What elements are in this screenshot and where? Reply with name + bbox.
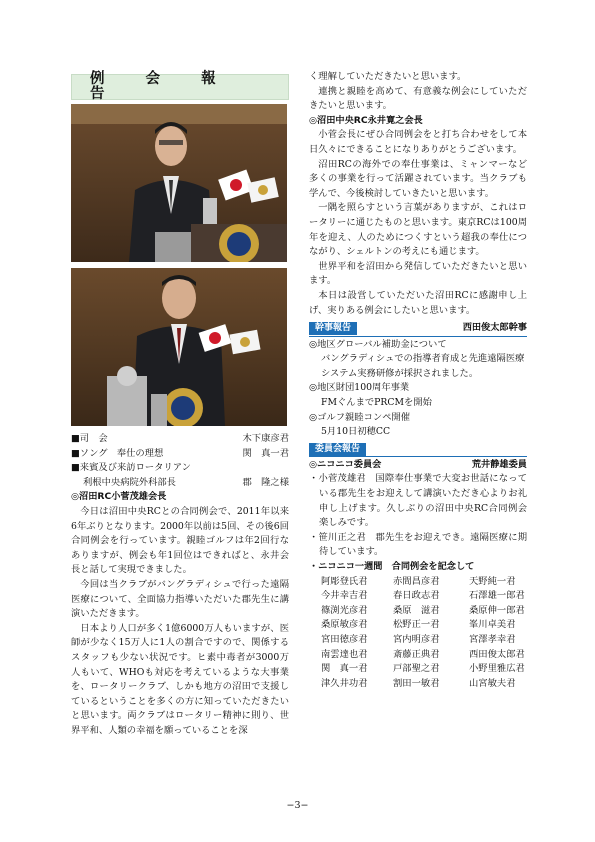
report-item: ◎地区財団100周年事業 [309, 382, 410, 394]
section-title-banner: 例 会 報 告 [71, 74, 289, 100]
member-name: 天野純一君 [469, 575, 516, 587]
committee-line [309, 458, 527, 473]
right-column [309, 70, 527, 691]
paragraph: 小菅会長にぜひ合同例会をと打ち合わせをして本日久々にできることになりありがとうございます。 [309, 129, 527, 155]
paragraph: 世界平和を沼田から発信していただきたいと思います。 [309, 260, 527, 287]
paragraph: 連携と親睦を高めて、有意義な例会にしていただきたいと思います。 [309, 85, 527, 112]
speaker-heading-nagai: ◎沼田中央RC永井寛之会長 [309, 114, 423, 126]
member-name: 松野正一君 [393, 619, 440, 631]
secretary-report-header [309, 321, 527, 337]
member-name: 斎藤正典君 [393, 648, 440, 660]
member-name: 春日政志君 [393, 590, 440, 602]
member-name: 桑原敏彦君 [321, 619, 368, 631]
member-name: 今井幸吉君 [321, 590, 368, 602]
committee-report-tag: 委員会報告 [309, 443, 366, 456]
nico-bullet: ・小菅茂雄君 国際奉仕事業で大変お世話になっている郡先生をお迎えして講演いただき心よりお礼申し上げます。久しぶりの沼田中央RC合同例会楽しみです。 [309, 473, 527, 529]
member-name: 宮内明彦君 [393, 633, 440, 645]
report-item: ◎ゴルフ親睦コンペ開催 [309, 411, 411, 423]
member-name: 赤間昌彦君 [393, 575, 440, 587]
member-name: 割田一敏君 [393, 677, 440, 689]
role-row-emcee: ■司 会 木下康彦君 [71, 433, 289, 444]
member-name: 宮田徳彦君 [321, 633, 368, 645]
secretary-report-tag: 幹事報告 [309, 322, 357, 335]
member-name: 桑原 滋君 [393, 604, 440, 616]
secretary-name: 西田俊太郎幹事 [462, 322, 527, 334]
photo-speaker-1 [71, 104, 287, 262]
role-row-guests: ■来賓及び来訪ロータリアン [71, 462, 191, 474]
paragraph: 今日は沼田中央RCとの合同例会で、2011年以来6年ぶりとなります。2000年以前は5回、その後6回合同例会を行っています。親睦ゴルフは年2回行なありますが、例会も年1回位はできればと、永井会長と話して実現できました。 [71, 505, 289, 576]
role-row-guest-surgeon: 利根中央病院外科部長 郡 隆之様 [83, 476, 289, 488]
member-name: 峯川卓美君 [469, 619, 516, 631]
report-item-detail: バングラディシュでの指導者育成と先進遠隔医療システム実務研修が採択されました。 [321, 353, 525, 379]
member-name: 関 真一君 [321, 663, 368, 675]
member-name: 石澤雄一郎君 [469, 590, 525, 602]
member-name: 南雲達也君 [321, 648, 368, 660]
role-row-song: ■ソング 奉仕の理想 関 真一君 [71, 447, 289, 459]
member-name: 津久井功君 [321, 677, 368, 689]
paragraph-continued: く理解していただきたいと思います。 [309, 71, 467, 82]
nico-week-title: ・ニコニコ一週間 合同例会を記念して [309, 561, 475, 572]
member-name: 戸部聖之君 [393, 663, 440, 675]
member-name: 宮澤孝幸君 [469, 633, 516, 645]
member-name: 桑原伸一郎君 [469, 604, 525, 616]
page-number: −3− [286, 800, 309, 811]
speaker-heading-kosuge: ◎沼田RC小菅茂雄会長 [71, 491, 167, 503]
report-item-detail: FMぐんまでPRCMを開始 [321, 397, 432, 409]
member-name: 篠渕光彦君 [321, 604, 368, 616]
member-name: 西田俊太郎君 [469, 648, 525, 660]
photo-speaker-2 [71, 268, 287, 426]
paragraph: 今回は当クラブがバングラディシュで行った遠隔医療について、全面協力指導いただいた郡先生に講演いただきます。 [71, 578, 289, 620]
committee-name: ◎ニコニコ委員会 [309, 458, 382, 470]
paragraph: 一隅を照らすという言葉がありますが、これはロータリーに通じたものと思います。東京RCは100周年を迎え、人のためにつくすという超我の奉仕につながり、シェルトンの考えにも通じます。 [309, 202, 527, 258]
report-item: ◎地区グローバル補助金について [309, 338, 447, 350]
committee-chair: 荒井静雄委員 [471, 458, 527, 470]
paragraph: 本日は設営していただいた沼田RCに感謝申し上げ、実りある例会にしたいと思います。 [309, 289, 527, 316]
member-name: 阿彫登氏君 [321, 575, 368, 587]
member-name: 小野里雅広君 [469, 663, 525, 675]
nico-bullet: ・笹川正之君 郡先生をお迎えでき。遠隔医療に期待しています。 [309, 531, 527, 558]
member-name: 山宮敏夫君 [469, 677, 516, 689]
paragraph: 日本より人口が多く1億6000万人もいますが、医師が少なく15万人に1人の割合ですので、関係するスタッフも少ない状況です。ヒ素中毒者が3000万人もいて、WHOも対応を考えているような大事業を、ロータリークラブ、しかも地方の沼田で支援しているということを多くの方に知っていただきたいと思います。両クラブはロータリー精神に則り、世界平和、人類の幸福を願っていることを深 [71, 622, 289, 736]
report-item-detail: 5月10日初穂CC [321, 426, 391, 438]
paragraph: 沼田RCの海外での奉仕事業は、ミャンマーなど多くの事業を行って活躍されています。当クラブも学んで、今後検討していきたいと思います。 [309, 158, 527, 199]
nico-names-grid [309, 575, 527, 692]
committee-report-header [309, 443, 527, 457]
roles-list [71, 432, 289, 490]
left-column [71, 71, 289, 738]
